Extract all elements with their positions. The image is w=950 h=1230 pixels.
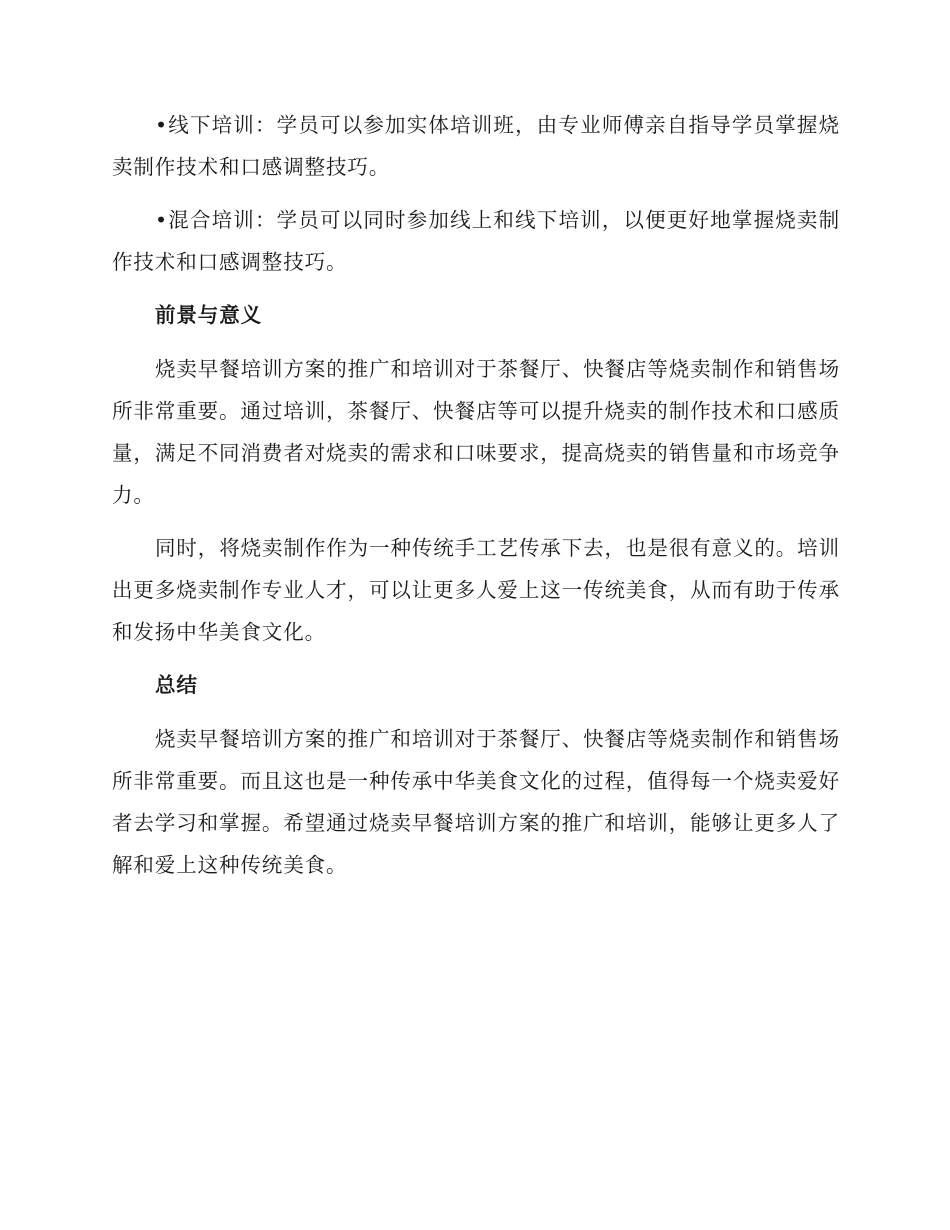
prospects-paragraph-2: 同时，将烧卖制作作为一种传统手工艺传承下去，也是很有意义的。培训出更多烧卖制作专业人才，可以让更多人爱上这一传统美食，从而有助于传承和发扬中华美食文化。 <box>112 536 840 644</box>
hybrid-training-item: •混合培训：学员可以同时参加线上和线下培训，以便更好地掌握烧卖制作技术和口感调整技巧。 <box>112 208 840 274</box>
summary-paragraph: 烧卖早餐培训方案的推广和培训对于茶餐厅、快餐店等烧卖制作和销售场所非常重要。而且这也是一种传承中华美食文化的过程，值得每一个烧卖爱好者去学习和掌握。希望通过烧卖早餐培训方案的推广和培训，能够让更多人了解和爱上这种传统美食。 <box>112 727 840 877</box>
prospects-heading: 前景与意义 <box>155 303 262 327</box>
offline-training-item: •线下培训：学员可以参加实体培训班，由专业师傅亲自指导学员掌握烧卖制作技术和口感调整技巧。 <box>112 113 840 179</box>
document-page <box>112 104 840 897</box>
prospects-paragraph-1: 烧卖早餐培训方案的推广和培训对于茶餐厅、快餐店等烧卖制作和销售场所非常重要。通过培训，茶餐厅、快餐店等可以提升烧卖的制作技术和口感质量，满足不同消费者对烧卖的需求和口味要求，提高烧卖的销售量和市场竞争力。 <box>112 357 840 507</box>
summary-heading: 总结 <box>155 673 198 697</box>
